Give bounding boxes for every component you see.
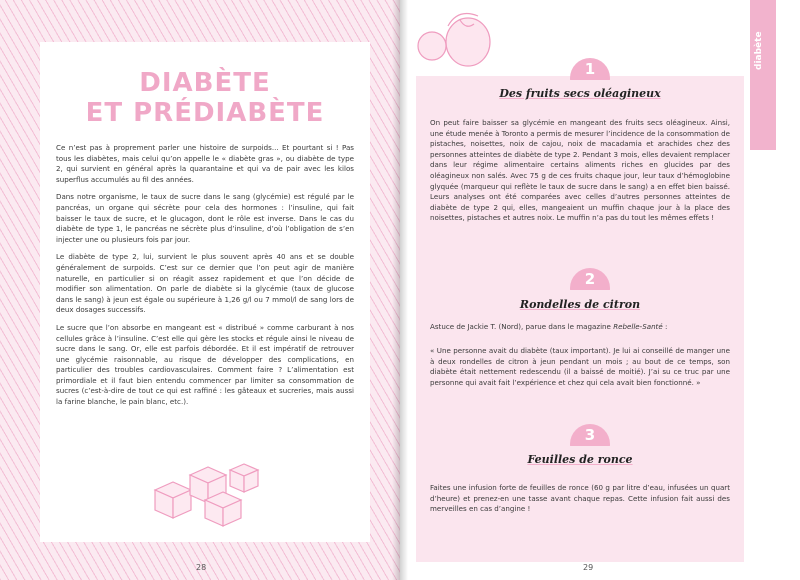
side-tab bbox=[750, 0, 776, 150]
section-intro-line bbox=[430, 322, 730, 333]
section-title: Rondelles de citron bbox=[519, 298, 641, 311]
section-text bbox=[430, 483, 730, 515]
hazelnut-illustration bbox=[408, 6, 503, 76]
paragraph: Le sucre que l’on absorbe en mangeant est « distribué » comme carburant à nos cellules grâce à l’insuline. C’est elle qui gère les stocks et régule ainsi le niveau de sucre dans le sang. Or, elle est parfois débordée. Et il est impératif de retrouver une glycémie raisonnable, au risque de développer des complications, en particulier des troubles cardiovasculaires. Comment faire ? L’alimentation est primordiale et il faut bien entendu commencer par limiter sa consommation de sucres (c’est-à-dire de tout ce qui est raffiné : les gâteaux et sucreries, mais aussi la farine blanche, le pain blanc, etc.). bbox=[56, 322, 354, 407]
section-intro bbox=[430, 322, 730, 333]
section-number-badge bbox=[570, 424, 610, 446]
side-tab-label: diabète bbox=[754, 31, 764, 70]
section-quote bbox=[430, 346, 730, 388]
intro-prefix: Astuce de Jackie T. (Nord), parue dans le magazine bbox=[430, 322, 614, 331]
paragraph: Dans notre organisme, le taux de sucre dans le sang (glycémie) est régulé par le pancréas, un organe qui sécrète pour cela des hormones : l’insuline, qui fait baisser le taux de sucre, et le glucagon, dont le rôle est inverse. Dans le cas du diabète de type 1, le pancréas ne sécrète plus d’insuline, d’où l’obligation de s’en injecter une ou plusieurs fois par jour. bbox=[56, 192, 354, 244]
paragraph: Ce n’est pas à proprement parler une histoire de surpoids... Et pourtant si ! Pas tous les diabètes, mais celui qu’on appelle le « diabète gras », ou diabète de type 2, qui survient en général après la quarantaine et qui va de pair avec les kilos superflus accumulés au fil des années. bbox=[56, 143, 354, 184]
quote-paragraph: « Une personne avait du diabète (taux important). Je lui ai conseillé de manger une à deux rondelles de citron à jeun pendant un mois ; au bout de ce temps, son diabète était nettement redescendu (il a baissé de moitié). J’ai su ce truc par une personne qui avait fait l’expérience et chez qui cela avait bien fonctionné. » bbox=[430, 346, 730, 387]
page-number-left: 28 bbox=[196, 563, 207, 572]
page-title-line1: DIABÈTE bbox=[139, 68, 271, 98]
magazine-name: Rebelle-Santé bbox=[613, 322, 663, 331]
section-title: Des fruits secs oléagineux bbox=[499, 87, 661, 100]
sugar-cubes-illustration bbox=[135, 450, 265, 530]
section-text bbox=[430, 118, 730, 224]
paragraph: Le diabète de type 2, lui, survient le plus souvent après 40 ans et se double généralement de surpoids. C’est sur ce dernier que l’on peut agir de manière naturelle, en particulier si on réagit assez rapidement et que l’on décide de modifier son alimentation. On parle de diabète si la glycémie (taux de glucose dans le sang) à jeun est égale ou supérieure à 1,26 g/l ou 7 mmol/l de sang lors de deux dosages successifs. bbox=[56, 252, 354, 315]
section-number-badge bbox=[570, 268, 610, 290]
page-number-right: 29 bbox=[583, 563, 594, 572]
page-title-line2: ET PRÉDIABÈTE bbox=[85, 98, 325, 128]
intro-suffix: : bbox=[662, 322, 668, 331]
section-title: Feuilles de ronce bbox=[527, 453, 633, 466]
section-number-badge bbox=[570, 58, 610, 80]
section-number: 2 bbox=[584, 270, 596, 288]
section-number: 1 bbox=[584, 60, 596, 78]
section-paragraph: Faites une infusion forte de feuilles de ronce (60 g par litre d’eau, infusées un quart d’heure) et prenez-en une tasse avant chaque repas. Cette infusion fait aussi des merveilles en cas d’angine ! bbox=[430, 483, 730, 514]
section-number: 3 bbox=[584, 426, 596, 444]
left-body-text bbox=[56, 143, 354, 415]
section-paragraph: On peut faire baisser sa glycémie en mangeant des fruits secs oléagineux. Ainsi, une étude menée à Toronto a permis de mesurer l’incidence de la consommation de pistaches, noisettes, noix de cajou, noix de macadamia et arachides chez des personnes atteintes de diabète de type 2. Pendant 3 mois, elles devaient remplacer dans leur régime alimentaire certains aliments riches en glucides par des oléagineux non salés. Avec 75 g de ces fruits chaque jour, leur taux d’hémoglobine glyquée (marqueur qui reflète le taux de sucre dans le sang) a en effet bien baissé. Leurs analyses ont été comparées avec celles d’autres personnes atteintes de diabète de type 2 qui, elles, mangeaient un muffin chaque jour à la place des noisettes, pistaches et autres noix. Le muffin n’a pas du tout les mêmes effets ! bbox=[430, 118, 730, 223]
